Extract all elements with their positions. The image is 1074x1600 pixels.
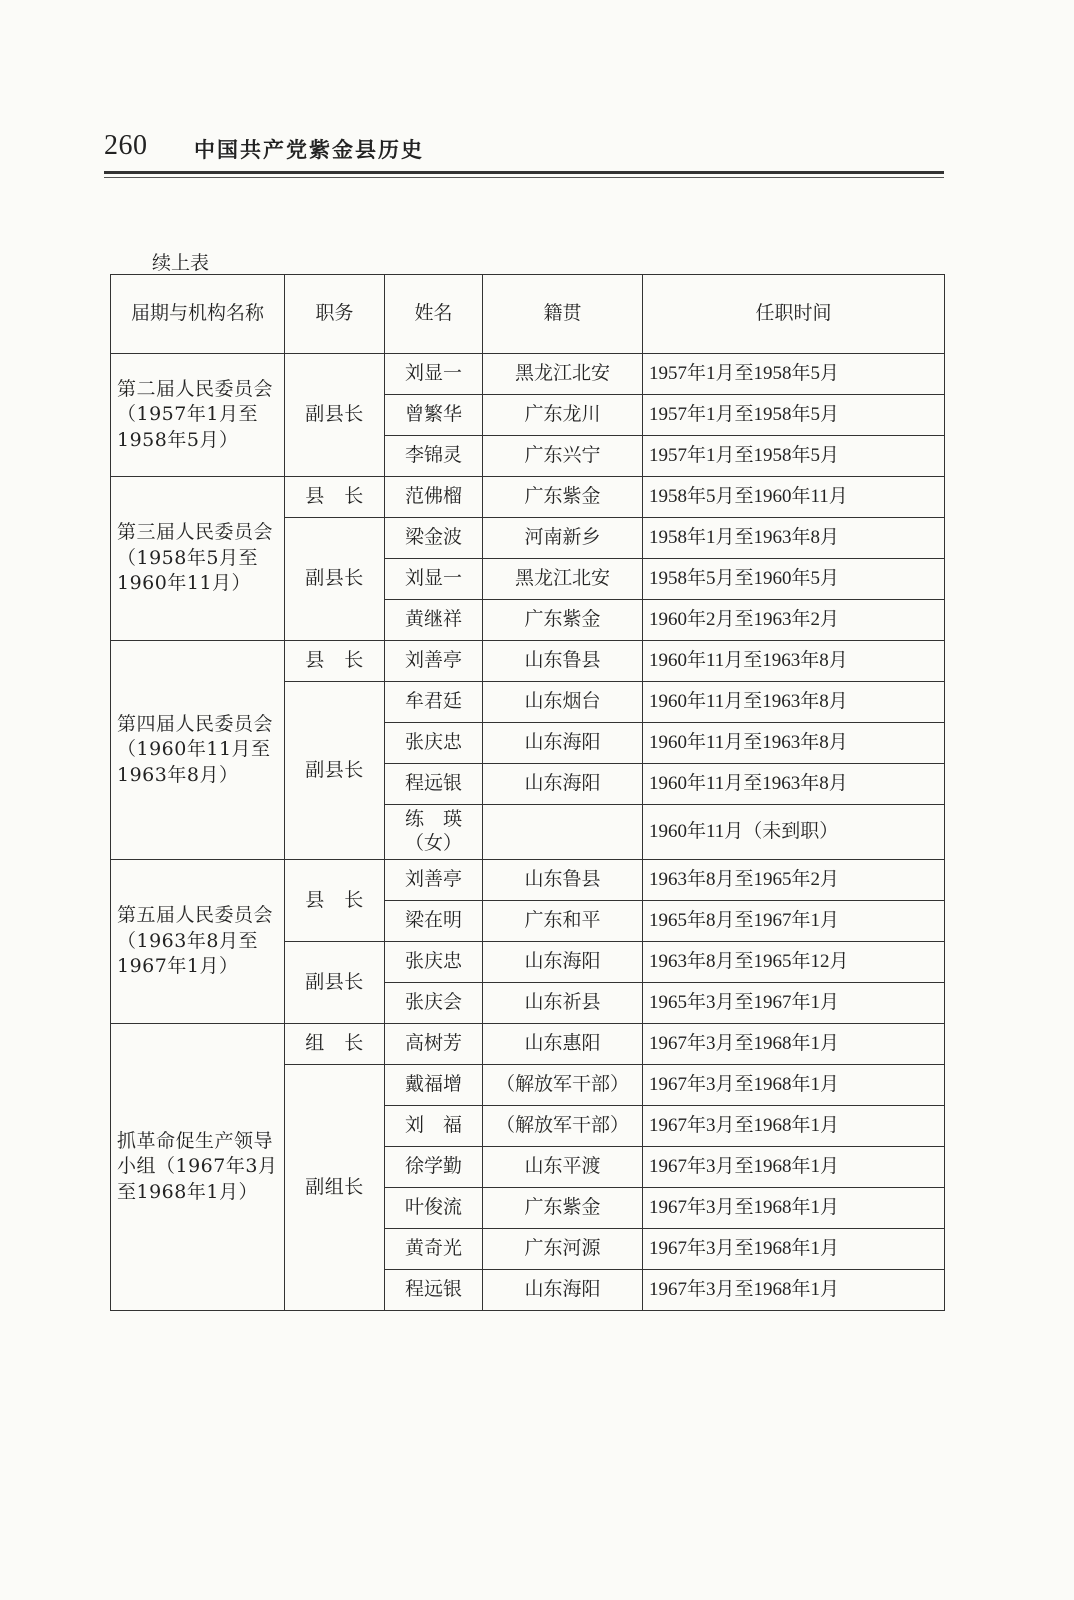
time-cell: 1967年3月至1968年1月: [643, 1065, 945, 1106]
name-cell: 张庆忠: [385, 723, 483, 764]
origin-cell: 河南新乡: [483, 518, 643, 559]
header-post: 职务: [285, 275, 385, 354]
name-cell: 戴福增: [385, 1065, 483, 1106]
origin-cell: 山东海阳: [483, 1270, 643, 1311]
post-cell: 副县长: [285, 682, 385, 860]
name-cell: 徐学勤: [385, 1147, 483, 1188]
name-cell: 牟君廷: [385, 682, 483, 723]
header-term: 届期与机构名称: [111, 275, 285, 354]
post-cell: 县 长: [285, 641, 385, 682]
origin-cell: 山东惠阳: [483, 1024, 643, 1065]
header-rule-thin: [104, 177, 944, 178]
time-cell: 1958年5月至1960年11月: [643, 477, 945, 518]
post-cell: 副县长: [285, 354, 385, 477]
name-cell: 刘显一: [385, 354, 483, 395]
name-cell: 黄继祥: [385, 600, 483, 641]
time-cell: 1958年1月至1963年8月: [643, 518, 945, 559]
name-cell: 张庆会: [385, 983, 483, 1024]
time-cell: 1967年3月至1968年1月: [643, 1188, 945, 1229]
origin-cell: 山东平渡: [483, 1147, 643, 1188]
name-cell: 黄奇光: [385, 1229, 483, 1270]
table-row: [111, 860, 945, 901]
name-cell: 曾繁华: [385, 395, 483, 436]
origin-cell: 山东鲁县: [483, 860, 643, 901]
origin-cell: 广东紫金: [483, 600, 643, 641]
officials-table: [110, 274, 945, 1311]
time-cell: 1960年11月至1963年8月: [643, 682, 945, 723]
term-cell: 第二届人民委员会（1957年1月至1958年5月）: [111, 354, 285, 477]
header-origin: 籍贯: [483, 275, 643, 354]
origin-cell: 山东海阳: [483, 764, 643, 805]
name-cell: 梁在明: [385, 901, 483, 942]
time-cell: 1967年3月至1968年1月: [643, 1106, 945, 1147]
time-cell: 1960年11月（未到职）: [643, 805, 945, 860]
post-cell: 县 长: [285, 477, 385, 518]
name-cell: 张庆忠: [385, 942, 483, 983]
name-cell: 刘显一: [385, 559, 483, 600]
origin-cell: [483, 805, 643, 860]
time-cell: 1963年8月至1965年12月: [643, 942, 945, 983]
post-cell: 副县长: [285, 942, 385, 1024]
origin-cell: 黑龙江北安: [483, 559, 643, 600]
origin-cell: 山东烟台: [483, 682, 643, 723]
table-header-row: [111, 275, 945, 354]
origin-cell: 黑龙江北安: [483, 354, 643, 395]
time-cell: 1960年2月至1963年2月: [643, 600, 945, 641]
time-cell: 1958年5月至1960年5月: [643, 559, 945, 600]
term-cell: 抓革命促生产领导小组（1967年3月至1968年1月）: [111, 1024, 285, 1311]
time-cell: 1965年8月至1967年1月: [643, 901, 945, 942]
time-cell: 1963年8月至1965年2月: [643, 860, 945, 901]
table-caption: 续上表: [152, 252, 210, 274]
post-cell: 组 长: [285, 1024, 385, 1065]
origin-cell: 山东鲁县: [483, 641, 643, 682]
name-cell: 程远银: [385, 1270, 483, 1311]
name-cell: 练 瑛（女）: [385, 805, 483, 860]
origin-cell: 广东紫金: [483, 477, 643, 518]
name-cell: 刘 福: [385, 1106, 483, 1147]
time-cell: 1967年3月至1968年1月: [643, 1147, 945, 1188]
post-cell: 副县长: [285, 518, 385, 641]
table-row: [111, 477, 945, 518]
origin-cell: 广东龙川: [483, 395, 643, 436]
name-cell: 范佛榴: [385, 477, 483, 518]
origin-cell: 山东海阳: [483, 942, 643, 983]
header-rule-thick: [104, 171, 944, 174]
origin-cell: （解放军干部）: [483, 1065, 643, 1106]
time-cell: 1967年3月至1968年1月: [643, 1024, 945, 1065]
origin-cell: 广东和平: [483, 901, 643, 942]
term-cell: 第五届人民委员会（1963年8月至1967年1月）: [111, 860, 285, 1024]
origin-cell: 山东海阳: [483, 723, 643, 764]
name-cell: 刘善亭: [385, 860, 483, 901]
name-cell: 梁金波: [385, 518, 483, 559]
header-name: 姓名: [385, 275, 483, 354]
time-cell: 1960年11月至1963年8月: [643, 723, 945, 764]
time-cell: 1957年1月至1958年5月: [643, 395, 945, 436]
time-cell: 1967年3月至1968年1月: [643, 1229, 945, 1270]
origin-cell: （解放军干部）: [483, 1106, 643, 1147]
term-cell: 第四届人民委员会（1960年11月至1963年8月）: [111, 641, 285, 860]
name-cell: 程远银: [385, 764, 483, 805]
table-body: [111, 354, 945, 1311]
name-cell: 李锦灵: [385, 436, 483, 477]
time-cell: 1960年11月至1963年8月: [643, 641, 945, 682]
origin-cell: 广东紫金: [483, 1188, 643, 1229]
post-cell: 副组长: [285, 1065, 385, 1311]
time-cell: 1960年11月至1963年8月: [643, 764, 945, 805]
time-cell: 1967年3月至1968年1月: [643, 1270, 945, 1311]
name-cell: 高树芳: [385, 1024, 483, 1065]
book-title: 中国共产党紫金县历史: [194, 137, 424, 162]
table-row: [111, 641, 945, 682]
origin-cell: 广东河源: [483, 1229, 643, 1270]
origin-cell: 广东兴宁: [483, 436, 643, 477]
table-row: [111, 1024, 945, 1065]
time-cell: 1957年1月至1958年5月: [643, 436, 945, 477]
time-cell: 1965年3月至1967年1月: [643, 983, 945, 1024]
page-number: 260: [104, 130, 148, 161]
post-cell: 县 长: [285, 860, 385, 942]
time-cell: 1957年1月至1958年5月: [643, 354, 945, 395]
origin-cell: 山东祈县: [483, 983, 643, 1024]
name-cell: 刘善亭: [385, 641, 483, 682]
name-cell: 叶俊流: [385, 1188, 483, 1229]
header-time: 任职时间: [643, 275, 945, 354]
term-cell: 第三届人民委员会（1958年5月至1960年11月）: [111, 477, 285, 641]
table-row: [111, 354, 945, 395]
